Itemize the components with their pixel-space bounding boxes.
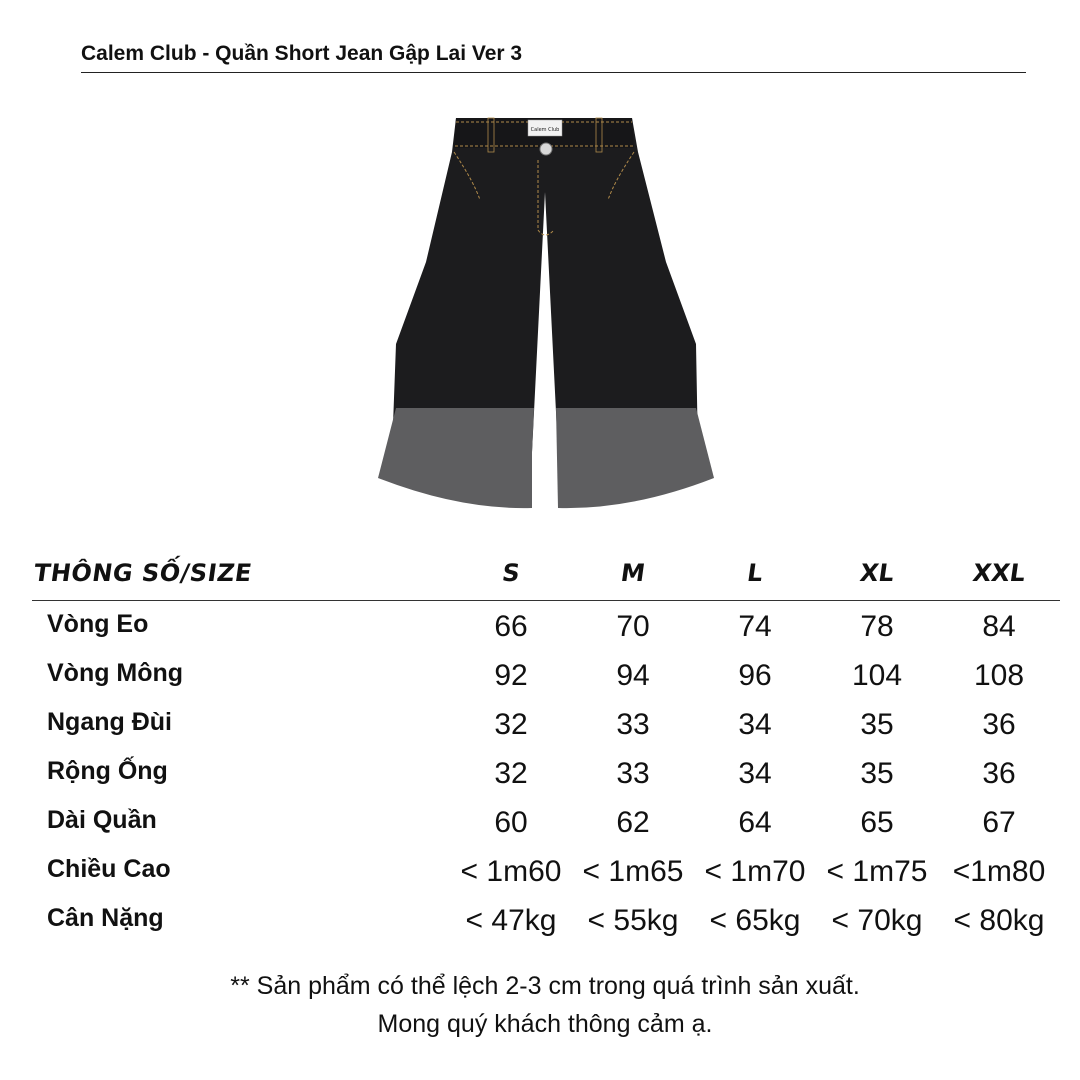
cell-value: 36 <box>982 757 1016 790</box>
cell-value: < 65kg <box>709 904 801 937</box>
cell-value: 104 <box>851 659 903 692</box>
table-row <box>0 849 1080 889</box>
cell-value: 64 <box>738 806 772 839</box>
cell-value: 35 <box>860 708 894 741</box>
cell-value: < 47kg <box>465 904 557 937</box>
row-label: Cân Nặng <box>47 904 164 932</box>
size-header-xxl: XXL <box>970 559 1028 587</box>
table-row <box>0 653 1080 693</box>
table-row <box>0 751 1080 791</box>
cell-value: 92 <box>494 659 528 692</box>
row-label: Chiều Cao <box>47 855 171 883</box>
cell-value: < 1m65 <box>582 855 684 888</box>
table-row <box>0 800 1080 840</box>
cell-value: < 1m60 <box>460 855 562 888</box>
size-table-header <box>32 553 1060 601</box>
cell-value: 32 <box>494 757 528 790</box>
cell-value: 94 <box>616 659 650 692</box>
cell-value: 66 <box>494 610 528 643</box>
table-row <box>0 702 1080 742</box>
row-label: Ngang Đùi <box>47 708 172 736</box>
cell-value: 78 <box>860 610 894 643</box>
cell-value: < 70kg <box>831 904 923 937</box>
cell-value: 36 <box>982 708 1016 741</box>
cell-value: 60 <box>494 806 528 839</box>
size-header-xl: XL <box>858 559 896 587</box>
button <box>540 143 552 155</box>
table-row <box>0 604 1080 644</box>
size-header-l: L <box>745 559 765 587</box>
cell-value: < 80kg <box>953 904 1045 937</box>
row-label: Vòng Mông <box>47 659 184 687</box>
row-label: Dài Quần <box>47 806 157 834</box>
shorts-body <box>392 118 698 452</box>
size-header-s: S <box>500 559 522 587</box>
cell-value: 32 <box>494 708 528 741</box>
left-cuff <box>378 408 534 508</box>
page-title: Calem Club - Quần Short Jean Gập Lai Ver 3 <box>81 42 523 65</box>
header <box>81 40 1026 73</box>
note-line-1: ** Sản phẩm có thể lệch 2-3 cm trong quá trình sản xuất. <box>230 972 860 1000</box>
cell-value: 34 <box>738 757 772 790</box>
cell-value: 67 <box>982 806 1016 839</box>
cell-value: 108 <box>973 659 1025 692</box>
size-header-m: M <box>619 559 647 587</box>
cell-value: < 1m70 <box>704 855 806 888</box>
cell-value: 70 <box>616 610 650 643</box>
row-label: Vòng Eo <box>47 610 149 638</box>
cell-value: 96 <box>738 659 772 692</box>
cell-value: 33 <box>616 708 650 741</box>
cell-value: < 1m75 <box>826 855 928 888</box>
cell-value: 34 <box>738 708 772 741</box>
table-header-label: THÔNG SỐ/SIZE <box>32 559 254 587</box>
cell-value: 33 <box>616 757 650 790</box>
cell-value: 84 <box>982 610 1016 643</box>
row-label: Rộng Ống <box>47 757 168 785</box>
cell-value: 62 <box>616 806 650 839</box>
cell-value: 74 <box>738 610 772 643</box>
cell-value: <1m80 <box>952 855 1046 888</box>
cell-value: 65 <box>860 806 894 839</box>
table-row <box>0 898 1080 938</box>
brand-tag-text: Calem Club <box>530 127 560 133</box>
product-image <box>370 112 720 512</box>
right-cuff <box>556 408 714 508</box>
note-line-2: Mong quý khách thông cảm ạ. <box>377 1010 713 1038</box>
jean-shorts-illustration <box>370 112 720 512</box>
cell-value: 35 <box>860 757 894 790</box>
cell-value: < 55kg <box>587 904 679 937</box>
